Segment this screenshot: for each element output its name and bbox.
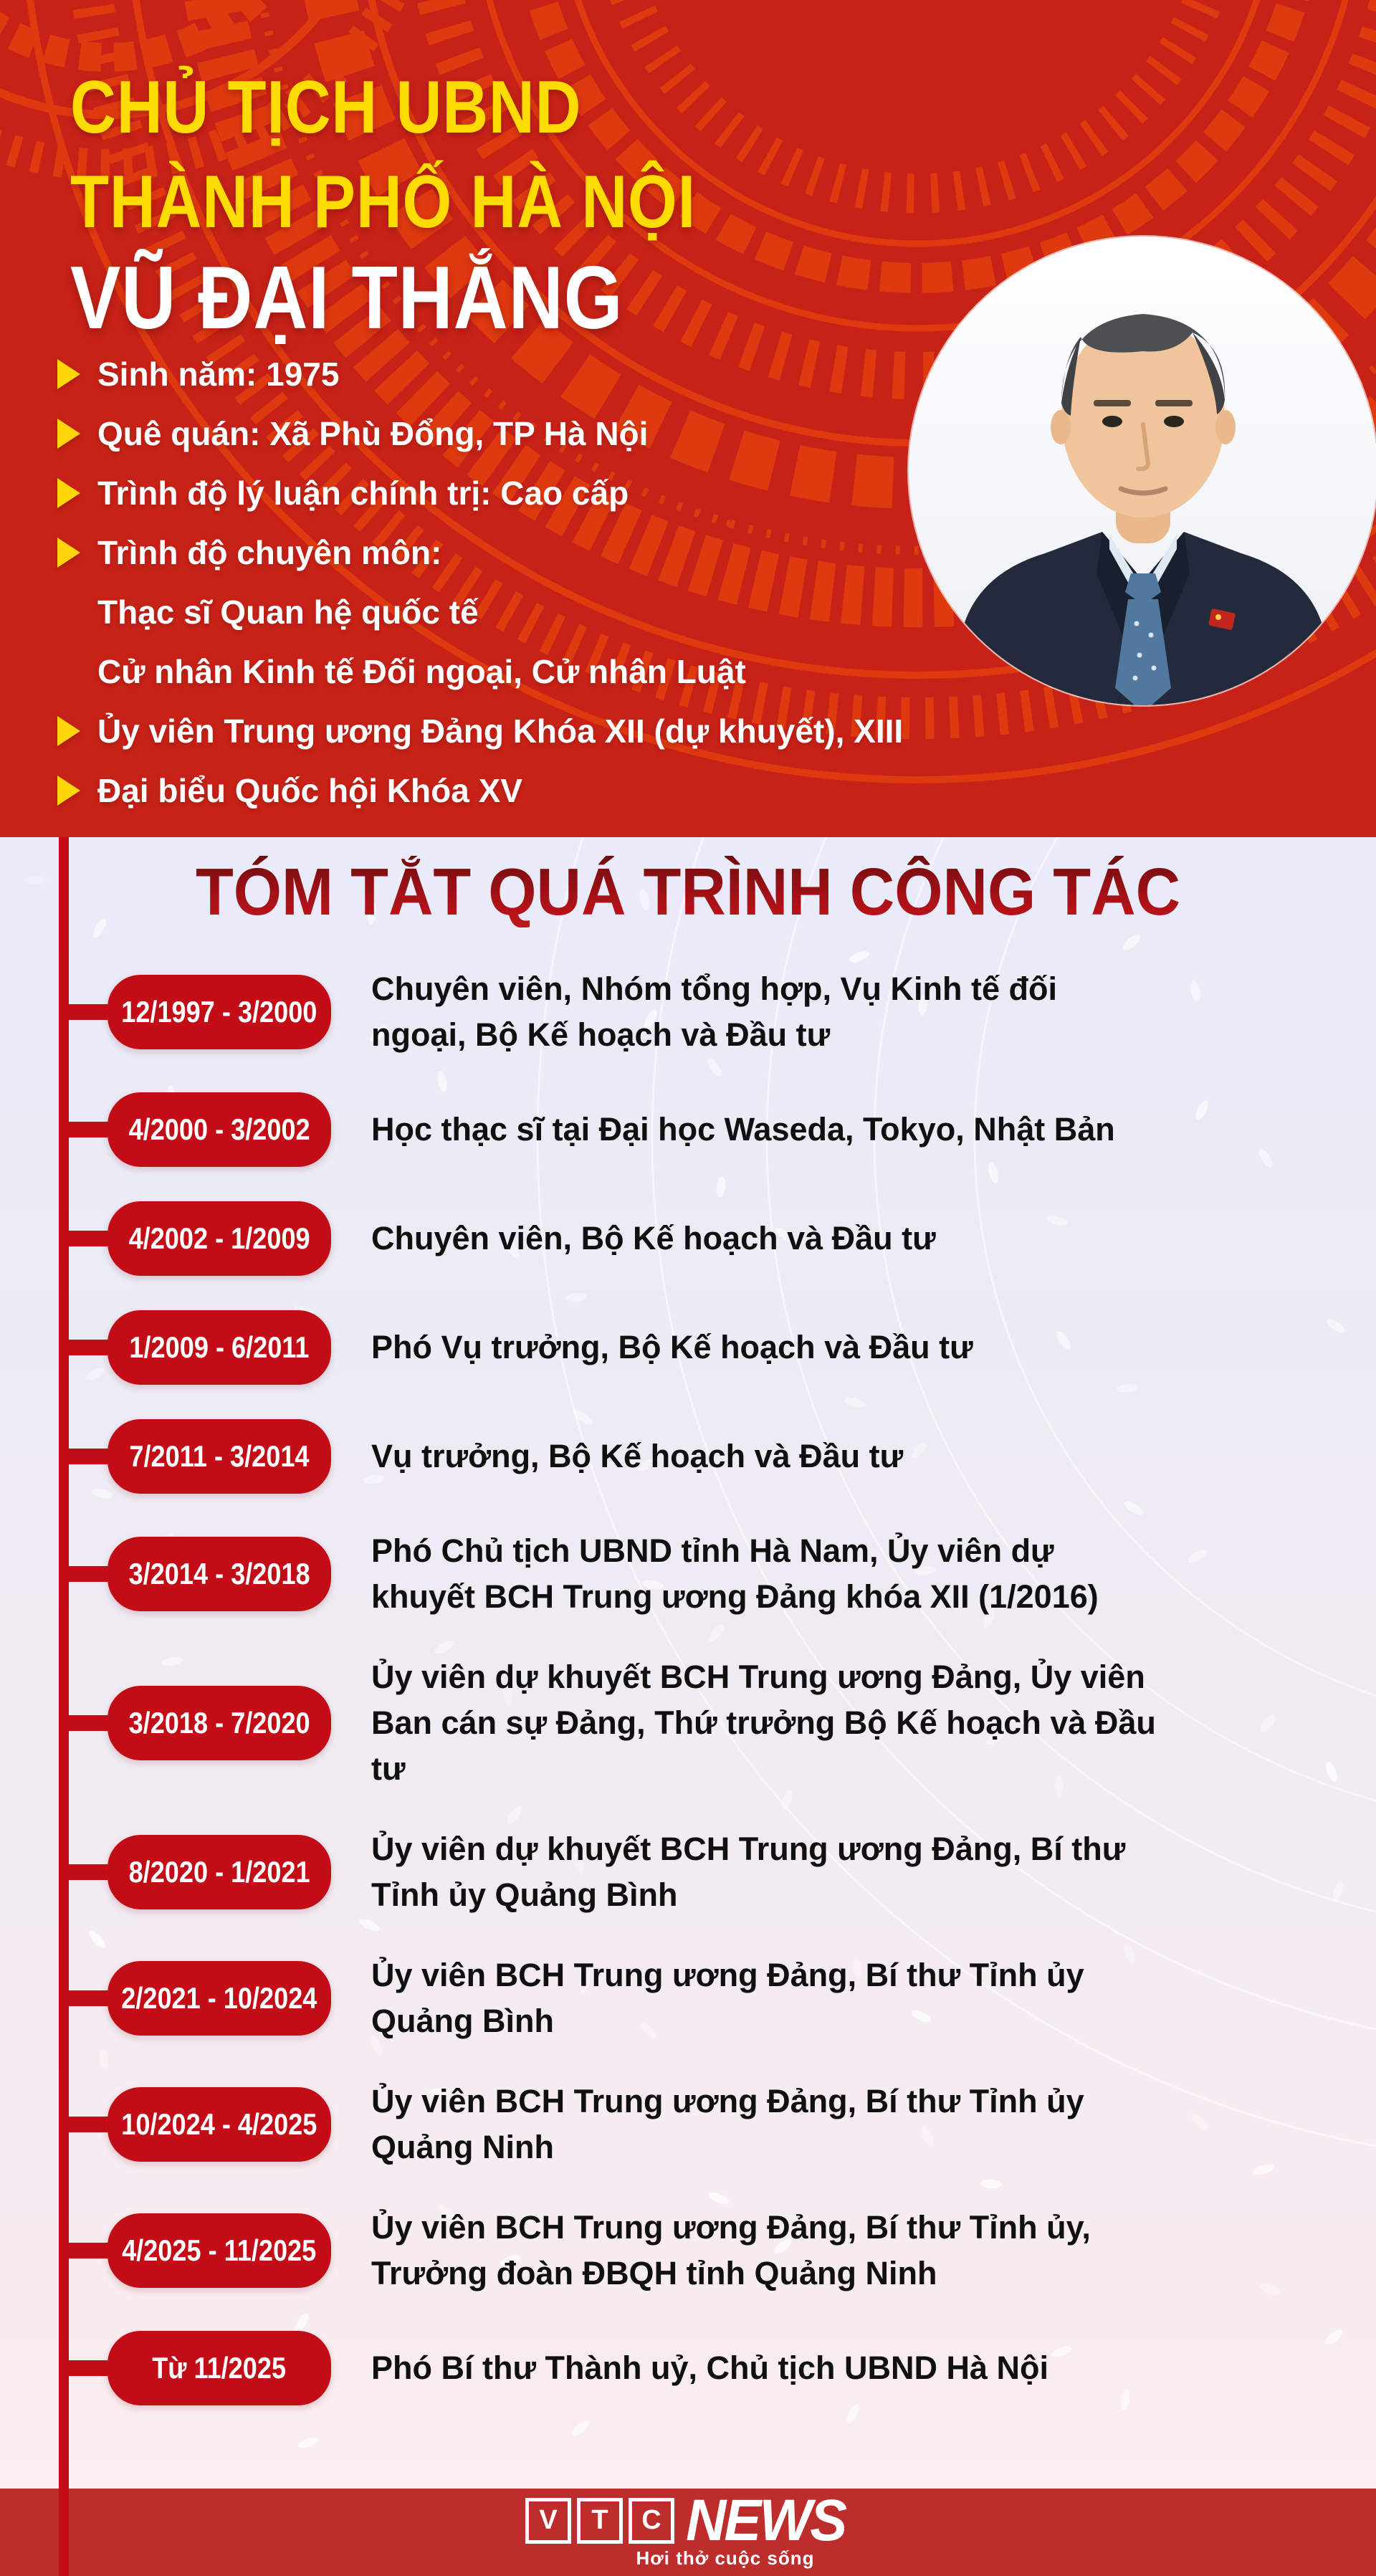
timeline-role-text: Phó Chủ tịch UBND tỉnh Hà Nam, Ủy viên dự khuyết BCH Trung ương Đảng khóa XII (1/2016) [371,1532,1099,1615]
fact-text: Trình độ chuyên môn: [97,534,442,571]
fact-text: Thạc sĩ Quan hệ quốc tế [97,593,479,631]
timeline-entry [108,1826,1376,1918]
timeline-role-text: Ủy viên BCH Trung ương Đảng, Bí thư Tỉnh ủy Quảng Bình [371,1957,1084,2039]
header-section [0,0,1376,837]
fact-item [70,474,903,512]
timeline-role-text: Ủy viên BCH Trung ương Đảng, Bí thư Tỉnh ủy Quảng Ninh [371,2083,1084,2165]
footer-tagline: Hơi thở cuộc sống [636,2547,815,2569]
timeline-period-badge [108,2087,331,2162]
timeline-period-badge [108,1201,331,1276]
timeline-period-text: 7/2011 - 3/2014 [129,1439,310,1473]
timeline-period-text: 2/2021 - 10/2024 [121,1981,317,2015]
portrait-photo [909,237,1376,705]
timeline-period-badge [108,1537,331,1611]
timeline-role-text: Phó Bí thư Thành uỷ, Chủ tịch UBND Hà Nội [371,2350,1049,2386]
vtc-letter-box: V [525,2498,571,2544]
bullet-arrow-icon [57,538,80,568]
timeline-period-badge [108,1092,331,1167]
fact-text: Cử nhân Kinh tế Đối ngoại, Cử nhân Luật [97,653,746,690]
fact-text: Sinh năm: 1975 [97,356,340,393]
fact-item [70,653,903,690]
portrait-illustration [909,237,1376,705]
timeline-period-badge [108,1835,331,1909]
person-name: VŨ ĐẠI THẮNG [70,249,624,348]
timeline-entry [108,1092,1376,1167]
timeline-entry [108,1654,1376,1792]
timeline [108,966,1376,2405]
fact-text: Đại biểu Quốc hội Khóa XV [97,772,522,809]
fact-text: Quê quán: Xã Phù Đổng, TP Hà Nội [97,415,649,452]
header-content [70,60,903,831]
timeline-entry [108,1528,1376,1620]
timeline-role-text: Ủy viên dự khuyết BCH Trung ương Đảng, Bí thư Tỉnh ủy Quảng Bình [371,1831,1126,1913]
fact-item [70,534,903,571]
fact-item [70,772,903,809]
timeline-period-text: 1/2009 - 6/2011 [129,1330,310,1364]
timeline-period-text: 4/2000 - 3/2002 [128,1112,310,1146]
timeline-role-text: Vụ trưởng, Bộ Kế hoạch và Đầu tư [371,1438,904,1474]
timeline-period-badge [108,2331,331,2405]
fact-text: Ủy viên Trung ương Đảng Khóa XII (dự khuyết), XIII [97,712,904,750]
timeline-role-text: Ủy viên BCH Trung ương Đảng, Bí thư Tỉnh ủy, Trưởng đoàn ĐBQH tỉnh Quảng Ninh [371,2209,1091,2291]
timeline-period-text: 3/2018 - 7/2020 [128,1706,310,1740]
timeline-role-text: Chuyên viên, Bộ Kế hoạch và Đầu tư [371,1220,936,1256]
vtc-letter-boxes [522,2498,677,2544]
timeline-period-badge [108,1419,331,1494]
timeline-role-text: Phó Vụ trưởng, Bộ Kế hoạch và Đầu tư [371,1329,973,1365]
timeline-role-text: Ủy viên dự khuyết BCH Trung ương Đảng, Ủy viên Ban cán sự Đảng, Thứ trưởng Bộ Kế hoạch và Đầu tư [371,1659,1156,1787]
page-title-line2: THÀNH PHỐ HÀ NỘI [70,161,697,244]
timeline-period-text: 3/2014 - 3/2018 [128,1557,310,1590]
vtc-letter-box: C [629,2498,674,2544]
bullet-arrow-icon [57,359,80,389]
timeline-entry [108,2331,1376,2405]
footer-bar [0,2489,1376,2576]
timeline-period-badge [108,975,331,1049]
bullet-arrow-icon [57,716,80,746]
news-wordmark: NEWS [686,2487,846,2553]
timeline-entry [108,1952,1376,2044]
timeline-entry [108,1201,1376,1276]
timeline-period-badge [108,1961,331,2036]
section-title: TÓM TẮT QUÁ TRÌNH CÔNG TÁC [48,856,1328,927]
timeline-period-badge [108,2213,331,2288]
timeline-period-text: 8/2020 - 1/2021 [128,1855,310,1889]
bullet-arrow-icon [57,478,80,508]
timeline-period-badge [108,1310,331,1385]
vtc-letter-box: T [577,2498,623,2544]
vtc-news-logo [522,2487,854,2553]
timeline-entry [108,966,1376,1058]
timeline-period-text: 10/2024 - 4/2025 [121,2107,317,2141]
timeline-entry [108,2205,1376,2296]
fact-list [70,356,903,809]
fact-item [70,593,903,631]
fact-text: Trình độ lý luận chính trị: Cao cấp [97,474,629,512]
timeline-entry [108,1310,1376,1385]
timeline-entry [108,2079,1376,2170]
timeline-period-badge [108,1686,331,1760]
bullet-arrow-icon [57,776,80,806]
bullet-arrow-icon [57,419,80,449]
fact-item [70,415,903,452]
timeline-spine [59,837,69,2576]
page-title-line1: CHỦ TỊCH UBND [70,66,582,149]
timeline-entry [108,1419,1376,1494]
timeline-role-text: Chuyên viên, Nhóm tổng hợp, Vụ Kinh tế đối ngoại, Bộ Kế hoạch và Đầu tư [371,970,1057,1053]
timeline-period-text: 4/2025 - 11/2025 [122,2233,317,2267]
timeline-period-text: 4/2002 - 1/2009 [128,1221,310,1255]
fact-item [70,356,903,393]
timeline-role-text: Học thạc sĩ tại Đại học Waseda, Tokyo, Nhật Bản [371,1111,1115,1148]
fact-item [70,712,903,750]
career-section [0,837,1376,2489]
timeline-period-text: Từ 11/2025 [152,2351,287,2385]
timeline-period-text: 12/1997 - 3/2000 [121,995,317,1029]
